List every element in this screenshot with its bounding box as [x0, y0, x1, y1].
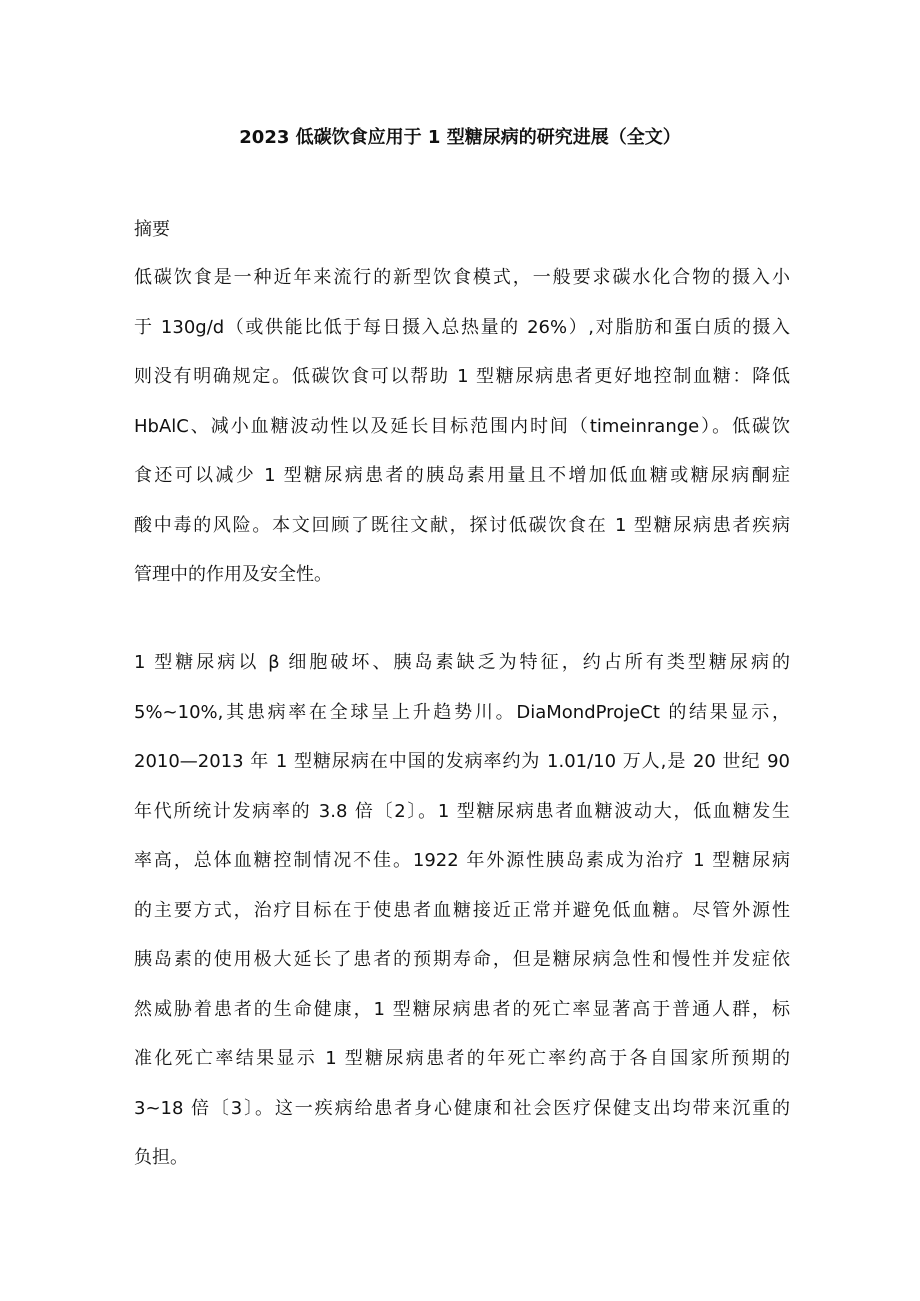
intro-line: 胰岛素的使用极大延长了患者的预期寿命，但是糖尿病急性和慢性并发症依	[134, 949, 790, 970]
intro-paragraph	[134, 649, 790, 1194]
abstract-line: 则没有明确规定。低碳饮食可以帮助 1 型糖尿病患者更好地控制血糖：降低	[134, 366, 790, 387]
abstract-line: 管理中的作用及安全性。	[134, 564, 332, 585]
intro-line: 准化死亡率结果显示 1 型糖尿病患者的年死亡率约高于各自国家所预期的	[134, 1048, 790, 1069]
intro-line: 年代所统计发病率的 3.8 倍〔2〕。1 型糖尿病患者血糖波动大，低血糖发生	[134, 800, 790, 822]
intro-line: 2010—2013 年 1 型糖尿病在中国的发病率约为 1.01/10 万人,是 20 世纪 90	[134, 751, 790, 772]
intro-line: 1 型糖尿病以 β 细胞破坏、胰岛素缺乏为特征，约占所有类型糖尿病的	[134, 652, 790, 673]
intro-line: 5%~10%,其患病率在全球呈上升趋势川。DiaMondProjeCt 的结果显示，	[134, 701, 790, 723]
abstract-paragraph	[134, 264, 790, 611]
intro-line: 负担。	[134, 1147, 188, 1168]
abstract-line: 酸中毒的风险。本文回顾了既往文献，探讨低碳饮食在 1 型糖尿病患者疾病	[134, 514, 790, 536]
abstract-line: 食还可以减少 1 型糖尿病患者的胰岛素用量且不增加低血糖或糖尿病酮症	[134, 465, 790, 486]
document-title: 2023 低碳饮食应用于 1 型糖尿病的研究进展（全文）	[239, 127, 681, 148]
intro-line: 的主要方式，治疗目标在于使患者血糖接近正常并避免低血糖。尽管外源性	[134, 899, 790, 921]
abstract-line: 于 130g∕d（或供能比低于每日摄入总热量的 26%）,对脂肪和蛋白质的摄入	[134, 316, 790, 338]
abstract-heading: 摘要	[134, 219, 170, 240]
intro-line: 3~18 倍〔3〕。这一疾病给患者身心健康和社会医疗保健支出均带来沉重的	[134, 1097, 790, 1119]
abstract-line: 低碳饮食是一种近年来流行的新型饮食模式，一般要求碳水化合物的摄入小	[134, 267, 790, 288]
intro-line: 率高，总体血糖控制情况不佳。1922 年外源性胰岛素成为治疗 1 型糖尿病	[134, 850, 790, 871]
abstract-line: HbAlC、减小血糖波动性以及延长目标范围内时间（timeinrange）。低碳饮	[134, 415, 790, 437]
intro-line: 然威胁着患者的生命健康，1 型糖尿病患者的死亡率显著高于普通人群，标	[134, 998, 790, 1020]
